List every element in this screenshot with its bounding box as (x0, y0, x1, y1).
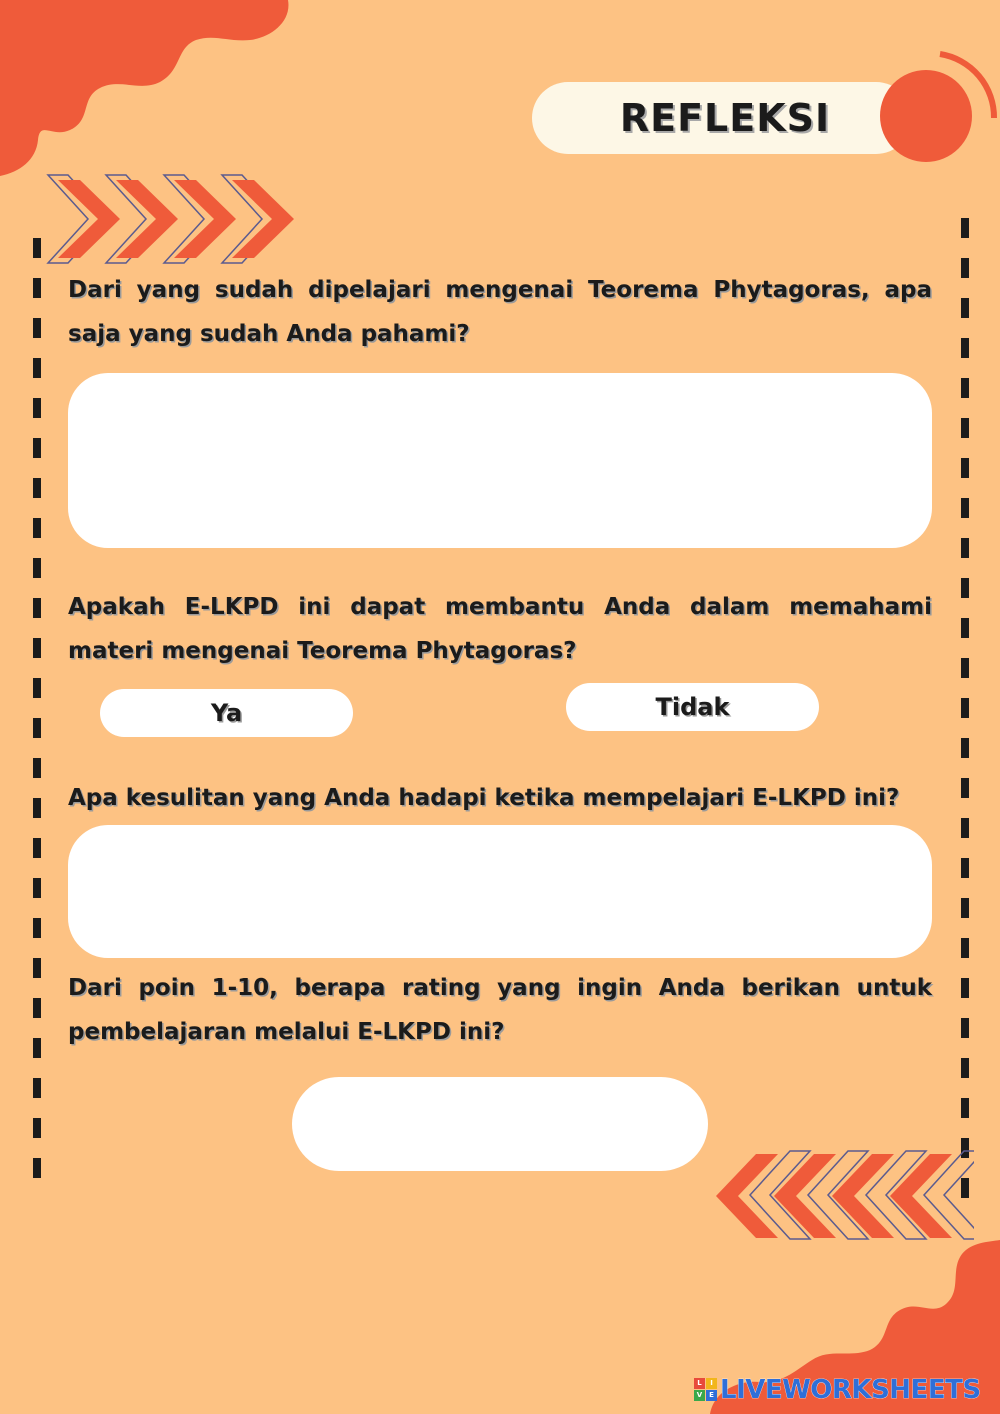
watermark-text: LIVEWORKSHEETS (720, 1375, 981, 1405)
top-left-blob-decoration (0, 0, 300, 180)
right-dashed-border (961, 218, 969, 1198)
question-4-text: Dari poin 1-10, berapa rating yang ingin Anda berikan untuk pembelajaran melalui E-LKPD ini? (68, 975, 932, 1045)
yes-option-button[interactable]: Ya (100, 689, 353, 737)
answer-1-textarea[interactable] (68, 373, 932, 548)
top-chevron-decoration (36, 172, 296, 267)
question-3-text: Apa kesulitan yang Anda hadapi ketika mempelajari E-LKPD ini? (68, 785, 900, 811)
rating-input[interactable] (292, 1077, 708, 1171)
page-title: REFLEKSI (619, 96, 831, 140)
question-1-text: Dari yang sudah dipelajari mengenai Teorema Phytagoras, apa saja yang sudah Anda pahami? (68, 277, 932, 347)
title-circle-decoration (880, 70, 972, 162)
liveworksheets-watermark (694, 1372, 994, 1408)
answer-3-textarea[interactable] (68, 825, 932, 958)
question-2-text: Apakah E-LKPD ini dapat membantu Anda dalam memahami materi mengenai Teorema Phytagoras? (68, 594, 932, 664)
left-dashed-border (33, 238, 41, 1198)
bottom-chevron-decoration (712, 1148, 974, 1244)
liveworksheets-logo-icon: L I V E (694, 1378, 718, 1402)
no-option-button[interactable]: Tidak (566, 683, 819, 731)
